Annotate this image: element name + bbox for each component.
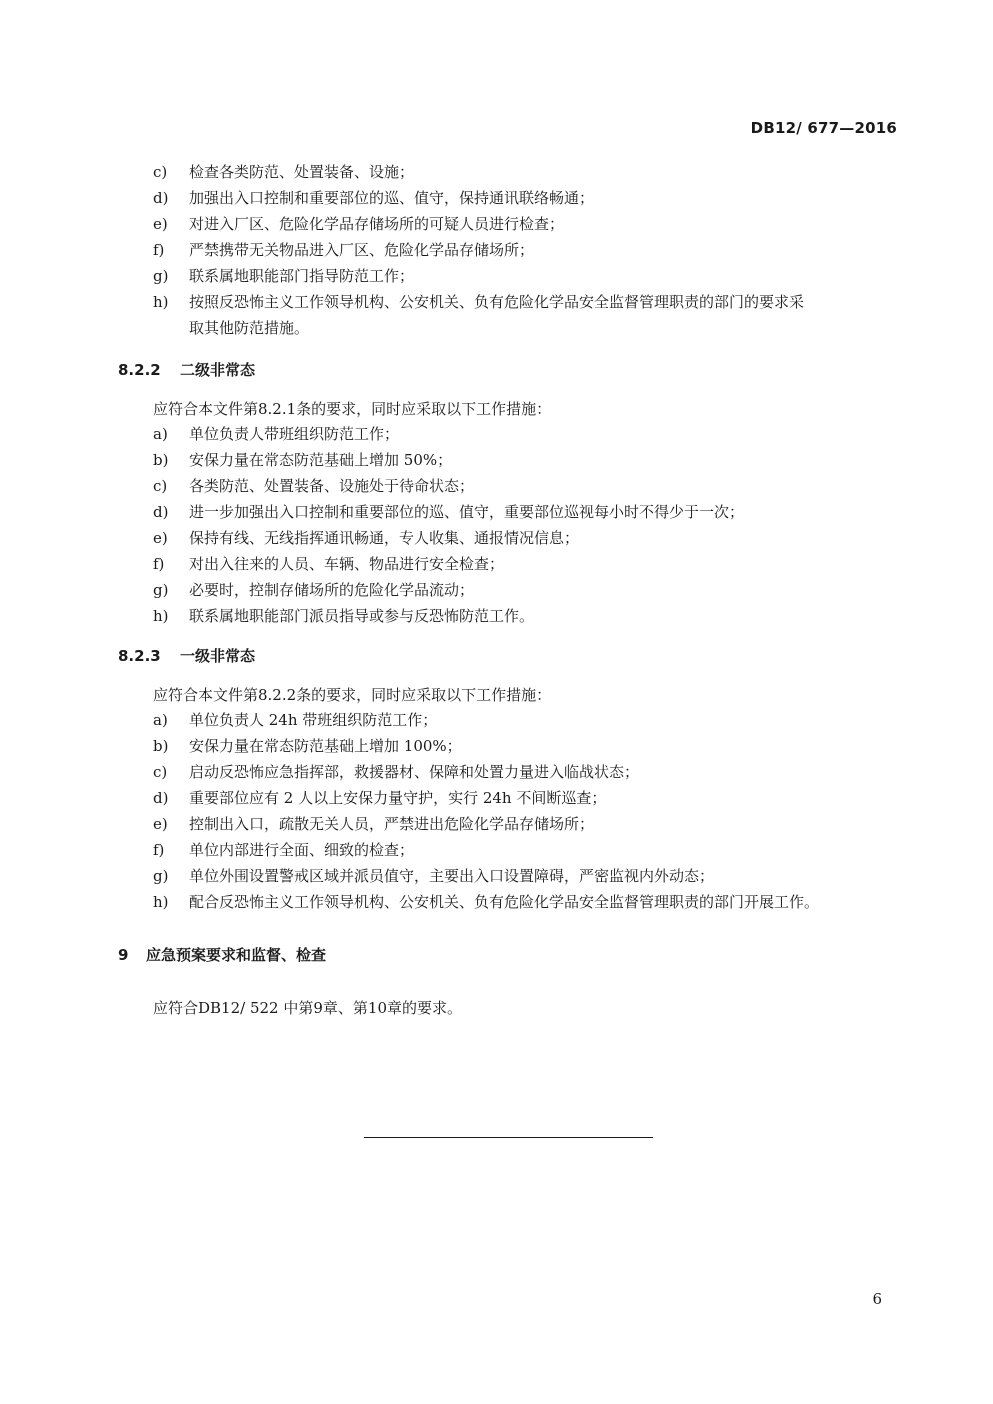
list-item xyxy=(0,863,993,889)
list-marker: f) xyxy=(153,841,165,859)
list-item xyxy=(0,263,993,289)
section-number: 8.2.2 xyxy=(118,361,161,379)
list-text: 单位负责人 24h 带班组织防范工作； xyxy=(189,711,438,729)
list-item xyxy=(0,811,993,837)
list-item xyxy=(0,447,993,473)
list-marker: g) xyxy=(153,581,169,599)
section-heading-8-2-3 xyxy=(118,645,255,666)
list-marker: a) xyxy=(153,711,168,729)
list-text: 加强出入口控制和重要部位的巡、值守，保持通讯联络畅通； xyxy=(189,189,595,207)
chapter-body: 应符合DB12/ 522 中第9章、第10章的要求。 xyxy=(153,999,462,1017)
list-marker: e) xyxy=(153,815,168,833)
section-heading-8-2-2 xyxy=(118,359,255,380)
list-marker: f) xyxy=(153,241,165,259)
list-text: 保持有线、无线指挥通讯畅通，专人收集、通报情况信息； xyxy=(189,529,580,547)
list-item xyxy=(0,289,993,341)
list-marker: g) xyxy=(153,867,169,885)
list-text: 联系属地职能部门派员指导或参与反恐怖防范工作。 xyxy=(189,607,535,625)
list-marker: c) xyxy=(153,477,168,495)
list-item xyxy=(0,603,993,629)
list-item xyxy=(0,577,993,603)
list-marker: g) xyxy=(153,267,169,285)
list-text-continuation: 取其他防范措施。 xyxy=(189,319,310,337)
list-text: 启动反恐怖应急指挥部，救援器材、保障和处置力量进入临战状态； xyxy=(189,763,640,781)
list-marker: d) xyxy=(153,189,169,207)
section-intro: 应符合本文件第8.2.1条的要求，同时应采取以下工作措施： xyxy=(153,400,552,418)
list-marker: c) xyxy=(153,763,168,781)
end-rule xyxy=(364,1137,653,1138)
list-item xyxy=(0,525,993,551)
list-text: 联系属地职能部门指导防范工作； xyxy=(189,267,415,285)
list-item xyxy=(0,421,993,447)
document-code: DB12/ 677—2016 xyxy=(750,119,897,137)
list-text: 按照反恐怖主义工作领导机构、公安机关、负有危险化学品安全监督管理职责的部门的要求采 xyxy=(189,293,805,311)
list-marker: f) xyxy=(153,555,165,573)
list-item xyxy=(0,889,993,915)
list-item xyxy=(0,237,993,263)
list-marker: d) xyxy=(153,503,169,521)
list-marker: a) xyxy=(153,425,168,443)
chapter-number: 9 xyxy=(118,946,129,964)
list-item xyxy=(0,759,993,785)
list-text: 重要部位应有 2 人以上安保力量守护，实行 24h 不间断巡查； xyxy=(189,789,607,807)
list-item xyxy=(0,499,993,525)
list-item xyxy=(0,473,993,499)
section-intro: 应符合本文件第8.2.2条的要求，同时应采取以下工作措施： xyxy=(153,686,552,704)
list-marker: h) xyxy=(153,893,169,911)
list-item xyxy=(0,785,993,811)
list-text: 安保力量在常态防范基础上增加 100%； xyxy=(189,737,462,755)
chapter-heading-9 xyxy=(118,944,326,965)
list-item xyxy=(0,707,993,733)
list-text: 必要时，控制存储场所的危险化学品流动； xyxy=(189,581,475,599)
list-text: 安保力量在常态防范基础上增加 50%； xyxy=(189,451,453,469)
list-marker: h) xyxy=(153,293,169,311)
list-marker: e) xyxy=(153,215,168,233)
list-8-2-2 xyxy=(0,421,993,629)
list-marker: c) xyxy=(153,163,168,181)
list-continued xyxy=(0,159,993,341)
list-text: 检查各类防范、处置装备、设施； xyxy=(189,163,415,181)
section-number: 8.2.3 xyxy=(118,647,161,665)
list-text: 控制出入口，疏散无关人员，严禁进出危险化学品存储场所； xyxy=(189,815,595,833)
section-title: 一级非常态 xyxy=(180,647,256,665)
list-8-2-3 xyxy=(0,707,993,915)
list-marker: b) xyxy=(153,737,169,755)
list-item xyxy=(0,733,993,759)
list-text: 对出入往来的人员、车辆、物品进行安全检查； xyxy=(189,555,505,573)
list-marker: h) xyxy=(153,607,169,625)
list-marker: b) xyxy=(153,451,169,469)
list-text: 进一步加强出入口控制和重要部位的巡、值守，重要部位巡视每小时不得少于一次； xyxy=(189,503,745,521)
list-item xyxy=(0,211,993,237)
list-text: 单位负责人带班组织防范工作； xyxy=(189,425,400,443)
list-marker: e) xyxy=(153,529,168,547)
list-item xyxy=(0,837,993,863)
list-text: 对进入厂区、危险化学品存储场所的可疑人员进行检查； xyxy=(189,215,565,233)
page-number: 6 xyxy=(872,1290,882,1308)
chapter-title: 应急预案要求和监督、检查 xyxy=(146,946,327,964)
list-item xyxy=(0,551,993,577)
list-text: 配合反恐怖主义工作领导机构、公安机关、负有危险化学品安全监督管理职责的部门开展工作。 xyxy=(189,893,820,911)
list-item xyxy=(0,185,993,211)
list-text: 严禁携带无关物品进入厂区、危险化学品存储场所； xyxy=(189,241,535,259)
list-text: 单位内部进行全面、细致的检查； xyxy=(189,841,415,859)
list-marker: d) xyxy=(153,789,169,807)
section-title: 二级非常态 xyxy=(180,361,256,379)
list-item xyxy=(0,159,993,185)
list-text: 单位外围设置警戒区域并派员值守，主要出入口设置障碍，严密监视内外动态； xyxy=(189,867,715,885)
list-text: 各类防范、处置装备、设施处于待命状态； xyxy=(189,477,475,495)
